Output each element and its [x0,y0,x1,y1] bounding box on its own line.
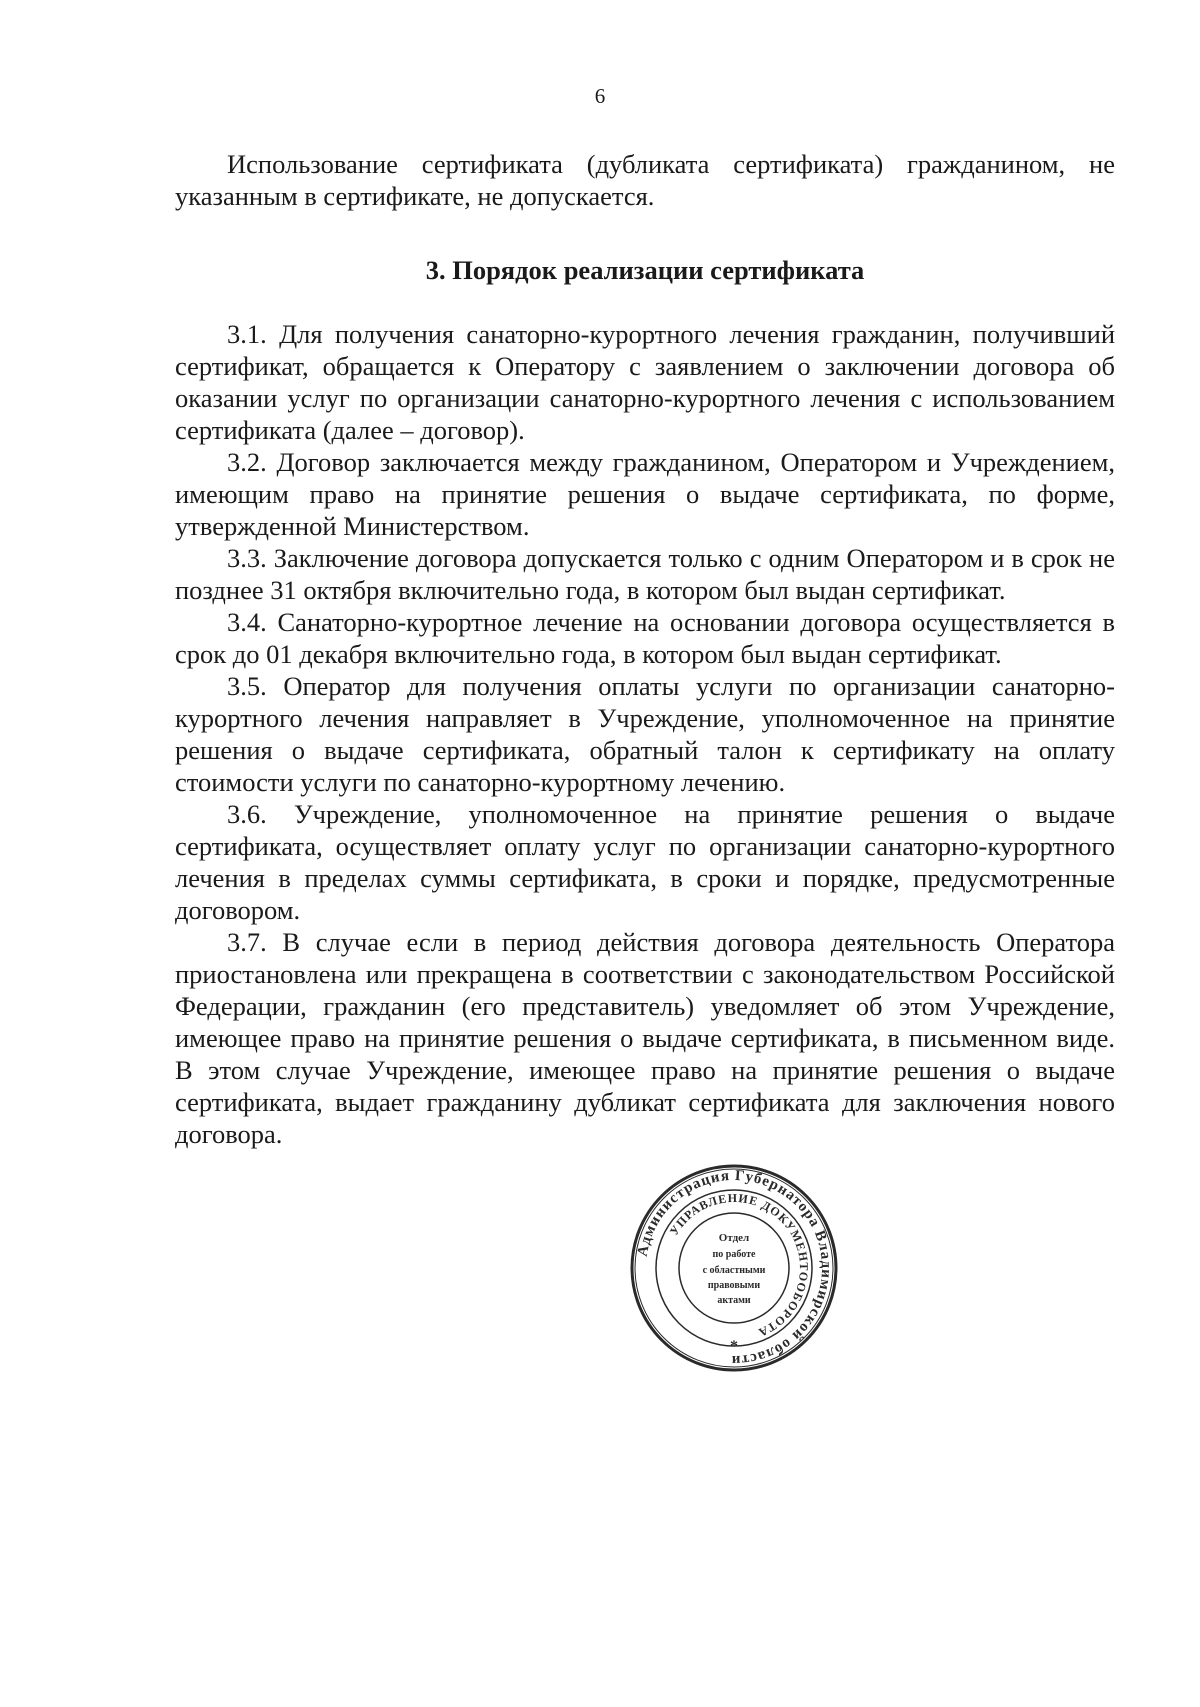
intro-paragraph: Использование сертификата (дубликата сертификата) гражданином, не указанным в сертификате, не допускается. [175,149,1115,211]
section-title: 3. Порядок реализации сертификата [425,255,865,285]
clause-3-7: 3.7. В случае если в период действия договора деятельность Оператора приостановлена или прекращена в соответствии с законодательством Российской Федерации, гражданин (его представитель) уведомляет об этом Учреждение, имеющее право на принятие решения о выдаче сертификата, в письменном виде. В этом случае Учреждение, имеющее право на принятие решения о выдаче сертификата, выдает гражданину дубликат сертификата для заключения нового договора. [175,927,1115,1149]
stamp-inner-text: УПРАВЛЕНИЕ ДОКУМЕНТООБОРОТА [666,1190,812,1341]
stamp-outer-text: Администрация Губернатора Владимирской области [634,1167,835,1369]
clause-3-1: 3.1. Для получения санаторно-курортного лечения гражданин, получивший сертификат, обращается к Оператору с заявлением о заключении договора об оказании услуг по организации санаторно-курортного лечения с использованием сертификата (далее – договор). [175,319,1115,445]
stamp-center-line-2: по работе [712,1249,756,1260]
document-body [175,148,1115,1150]
official-stamp [628,1163,840,1373]
clause-3-5: 3.5. Оператор для получения оплаты услуги по организации санаторно-курортного лечения направляет в Учреждение, уполномоченное на принятие решения о выдаче сертификата, обратный талон к сертификату на оплату стоимости услуги по санаторно-курортному лечению. [175,671,1115,797]
clause-3-4: 3.4. Санаторно-курортное лечение на основании договора осуществляется в срок до 01 декабря включительно года, в котором был выдан сертификат. [175,607,1115,669]
stamp-center-line-5: актами [717,1295,751,1306]
clause-3-2: 3.2. Договор заключается между гражданином, Оператором и Учреждением, имеющим право на принятие решения о выдаче сертификата, по форме, утвержденной Министерством. [175,447,1115,541]
stamp-star-icon: * [730,1338,738,1355]
clause-3-6: 3.6. Учреждение, уполномоченное на принятие решения о выдаче сертификата, осуществляет оплату услуг по организации санаторно-курортного лечения в пределах суммы сертификата, в сроки и порядке, предусмотренные договором. [175,799,1115,925]
stamp-center-line-3: с областными [702,1265,766,1276]
stamp-center-line-1: Отдел [718,1232,750,1244]
page-number: 6 [594,84,606,108]
clause-3-3: 3.3. Заключение договора допускается только с одним Оператором и в срок не позднее 31 октября включительно года, в котором был выдан сертификат. [175,543,1115,605]
stamp-seal-graphic [628,1163,840,1373]
stamp-center-line-4: правовыми [707,1280,761,1291]
